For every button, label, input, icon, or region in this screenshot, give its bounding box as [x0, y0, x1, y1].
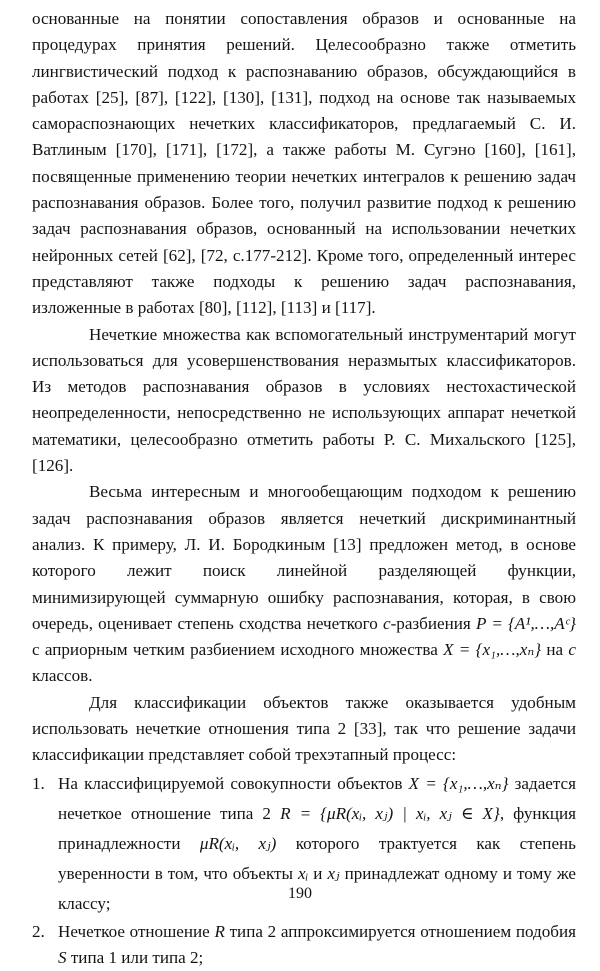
- math-xj: xⱼ: [327, 863, 340, 883]
- item-1-text-f: принадлежат одному и тому же классу;: [58, 863, 576, 913]
- paragraph-2: Нечеткие множества как вспомогательный инструментарий могут использоваться для усовершенствования неразмытых классификаторов. Из методов распознавания образов в условиях нестохастической неопределенности, непосредственно не использующих аппарат нечеткой математики, целесообразно отметить работы Р. С. Михальского [125], [126].: [32, 324, 576, 476]
- paragraph-3: [32, 479, 576, 689]
- item-1-text-e: и: [313, 863, 323, 883]
- paragraph-3-text-e: классов.: [32, 666, 93, 686]
- paragraph-3-text-b: -разбиения: [390, 613, 471, 633]
- page-number: 190: [288, 885, 312, 902]
- math-s: S: [58, 947, 67, 967]
- math-partition-p: P = {A¹,…,Aᶜ}: [475, 613, 576, 633]
- list-item-number: 2.: [32, 921, 45, 941]
- paragraph-3-text-a: Весьма интересным и многообещающим подходом к решению задач распознавания образов является нечеткий дискриминантный анализ. К примеру, Л. И. Бородкиным [13] предложен метод, в основе которого лежит поиск линейной разделяющей функции, минимизирующей суммарную ошибку распознавания, которая, в свою очередь, оценивает степень сходства нечеткого: [32, 482, 576, 633]
- math-r: R: [214, 921, 225, 941]
- math-c: c: [383, 613, 391, 633]
- list-item-number: 1.: [32, 773, 45, 793]
- body-text: [32, 6, 576, 971]
- math-set-x: X = {x₁,…,xₙ}: [443, 640, 542, 660]
- paragraph-3-text-d: на: [546, 640, 564, 660]
- paragraph-4: Для классификации объектов также оказывается удобным использовать нечеткие отношения типа 2 [33], так что решение задачи классификации представляет собой трехэтапный процесс:: [32, 692, 576, 765]
- paragraph-1: основанные на понятии сопоставления образов и основанные на процедурах принятия решений. Целесообразно также отметить лингвистический подход к распознаванию образов, обсуждающийся в работах [25], [87], [122], [130], [131], подход на основе так называемых самораспознающих нечетких классификаторов, предлагаемый С. И. Ватлиным [170], [171], [172], а также работы М. Сугэно [160], [161], посвященные применению теории нечетких интегралов к решению задач распознавания образов. Более того, получил развитие подход к решению задач распознавания образов, основанный на использовании нечетких нейронных сетей [62], [72, с.177-212]. Кроме того, определенный интерес представляют также подходы к решению задач распознавания, изложенные в работах [80], [112], [113] и [117].: [32, 9, 576, 318]
- list-item: [32, 919, 576, 971]
- item-1-text-c: , функция принадлежности: [58, 803, 576, 853]
- item-1-text-a: На классифицируемой совокупности объектов: [58, 773, 403, 793]
- item-2-text-b: типа 2 аппроксимируется отношением подобия: [229, 921, 576, 941]
- process-steps-list: [32, 769, 576, 971]
- item-1-text-b: задается нечеткое отношение типа 2: [58, 773, 576, 823]
- item-2-text-a: Нечеткое отношение: [58, 921, 210, 941]
- math-set-x: X = {x₁,…,xₙ}: [408, 773, 509, 793]
- math-c-classes: c: [568, 640, 576, 660]
- math-relation-r: R = {μR(xᵢ, xⱼ) | xᵢ, xⱼ ∈ X}: [280, 803, 500, 823]
- item-1-text-d: которого трактуется как степень уверенности в том, что объекты: [58, 833, 576, 883]
- paragraph-3-text-c: с априорным четким разбиением исходного множества: [32, 640, 438, 660]
- item-2-text-c: типа 1 или типа 2;: [70, 947, 204, 967]
- math-membership-mu: μR(xᵢ, xⱼ): [199, 833, 277, 853]
- math-xi: xᵢ: [298, 863, 309, 883]
